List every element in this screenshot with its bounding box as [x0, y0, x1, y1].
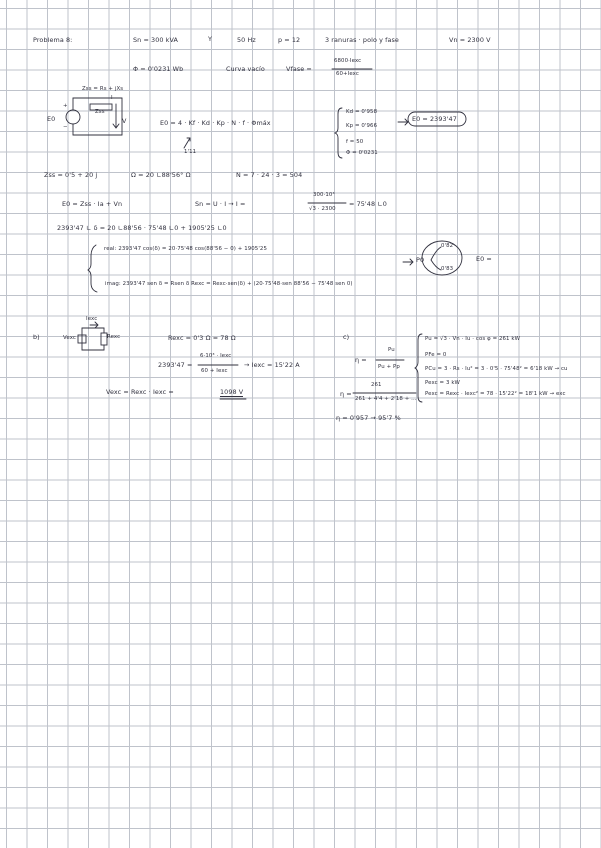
- e0-result: E0 = 2393'47: [412, 115, 457, 123]
- rexc-value: Rexc = 0'3 Ω = 78 Ω: [168, 334, 236, 342]
- current-arrow-icon: [113, 104, 119, 128]
- phi-value: Φ = 0'0231 Wb: [133, 65, 184, 73]
- sn-current-num: 300·10³: [313, 192, 335, 198]
- e0-equals: E0 =: [476, 255, 492, 263]
- part-b-label: b): [33, 333, 40, 341]
- f-value: f = 50: [346, 139, 364, 145]
- exc-circuit-right: Rexc: [107, 334, 121, 340]
- p0-values-ellipse: [422, 241, 462, 275]
- voltage-source-icon: [66, 110, 80, 124]
- pexc-calc: Pexc = Rexc · Iexc² = 78 · 15'22² = 18'1 kW → exc: [425, 391, 566, 397]
- constants-brace: [335, 108, 342, 158]
- eta1-lhs: η =: [355, 356, 367, 364]
- exc-current-arrow-icon: [90, 322, 98, 328]
- vfase-lhs: Vfase =: [286, 65, 312, 73]
- problem-title: Problema 8:: [33, 36, 73, 44]
- equivalent-circuit-diagram: [66, 95, 122, 135]
- value-083: 0'83: [441, 266, 454, 272]
- eta1-den: Pu + Pp: [378, 364, 400, 370]
- excitation-circuit-diagram: [78, 322, 107, 350]
- circuit-plus: +: [63, 103, 68, 109]
- pexc-value: Pexc = 3 kW: [425, 380, 460, 386]
- part-c-label: c): [343, 333, 350, 341]
- real-part-eq: real: 2393'47 cos(δ) = 20·75'48 cos(88'56 − 0) + 1905'25: [104, 246, 267, 252]
- sn-current-den: √3 · 2300: [309, 206, 336, 212]
- phi-max-value: Φ = 0'0231: [346, 150, 378, 156]
- note-arrow-icon: [184, 138, 190, 148]
- vexc-eq: Vexc = Rexc · Iexc =: [106, 388, 174, 396]
- slots: 3 ranuras · polo y fase: [325, 36, 399, 44]
- value-082: 0'82: [441, 243, 454, 249]
- e0-result-box: [408, 112, 466, 126]
- circuit-e0-label: E0: [47, 115, 56, 123]
- kd-value: Kd = 0'958: [346, 109, 378, 115]
- vn-value: Vn = 2300 V: [449, 36, 491, 44]
- eta2-lhs: η =: [340, 390, 352, 398]
- kp-value: Kp = 0'966: [346, 123, 378, 129]
- sn-current-result: = 75'48 ∟0: [349, 200, 387, 208]
- re-im-brace: [88, 245, 97, 292]
- efficiency-result: η = 0'957 → 95'7 %: [336, 414, 401, 422]
- exc-circuit-left: Vexc: [63, 335, 76, 341]
- pcu-value: PCu = 3 · Rs · Iu² = 3 · 0'5 · 75'48² = 6'18 kW → cu: [425, 366, 568, 372]
- losses-brace: [415, 334, 422, 402]
- p0-arrow-icon: [403, 259, 413, 265]
- zss-value: Zss = 0'5 + 20 j: [44, 171, 98, 179]
- angle-equation: 2393'47 ∟ δ = 20 ∟88'56 · 75'48 ∟0 + 1905'25 ∟0: [57, 224, 227, 232]
- result-arrow-icon: [398, 119, 408, 125]
- p0-label: P0: [416, 256, 425, 264]
- circuit-zss-label: Zss: [95, 109, 105, 115]
- exc-resistor-icon: [101, 333, 107, 345]
- turns-n: N = 7 · 24 · 3 = 504: [236, 171, 303, 179]
- form-factor-note: 1'11: [184, 149, 197, 155]
- vfase-denominator: 60+Iexc: [336, 71, 359, 77]
- zss-polar: Ω = 20 ∟88'56° Ω: [131, 171, 191, 179]
- frequency: 50 Hz: [237, 36, 256, 44]
- connection-y: Y: [208, 35, 213, 43]
- eta2-num: 261: [371, 382, 382, 388]
- poles: p = 12: [278, 36, 301, 44]
- circuit-v-label: V: [122, 117, 127, 125]
- sn-current-eq: Sn = U · I → I =: [195, 200, 246, 208]
- e0-vector-eq: E0 = Zss · Ia + Vn: [62, 200, 123, 208]
- exc-circuit-top: Iexc: [86, 316, 98, 322]
- imag-part-eq: imag: 2393'47 sen δ = Rsen δ Rexc = Rexc·sen(δ) + (20·75'48·sen 88'56 − 75'48 sen 0): [105, 281, 353, 287]
- iexc-eq-result: → Iexc = 15'22 A: [244, 361, 300, 369]
- iexc-eq-lhs: 2393'47 =: [158, 361, 193, 369]
- pu-value: Pu = √3 · Vn · Iu · cos φ = 261 kW: [425, 336, 521, 342]
- circuit-minus: −: [63, 124, 68, 130]
- e0-expression: E0 = 4 · Kf · Kd · Kp · N · f · Φmáx: [160, 119, 271, 127]
- vfase-numerator: 6800·Iexc: [334, 58, 362, 64]
- vexc-result: 1098 V: [220, 388, 244, 396]
- sn-value: Sn = 300 kVA: [133, 36, 178, 44]
- eta1-num: Pu: [388, 347, 395, 353]
- pfe-value: PFe = 0: [425, 352, 447, 358]
- circuit-current-label: I: [111, 95, 113, 101]
- circuit-top-label: Zss = Rs + jXs: [82, 86, 124, 92]
- iexc-eq-den: 60 + Iexc: [201, 368, 228, 374]
- eta2-den: 261 + 4'4 + 2'18 + ...: [355, 396, 417, 402]
- iexc-eq-num: 6·10³ · Iexc: [200, 353, 232, 359]
- impedance-box-icon: [90, 104, 112, 110]
- no-load-curve-label: Curva vacío: [226, 65, 265, 73]
- p0-branches: [431, 247, 441, 270]
